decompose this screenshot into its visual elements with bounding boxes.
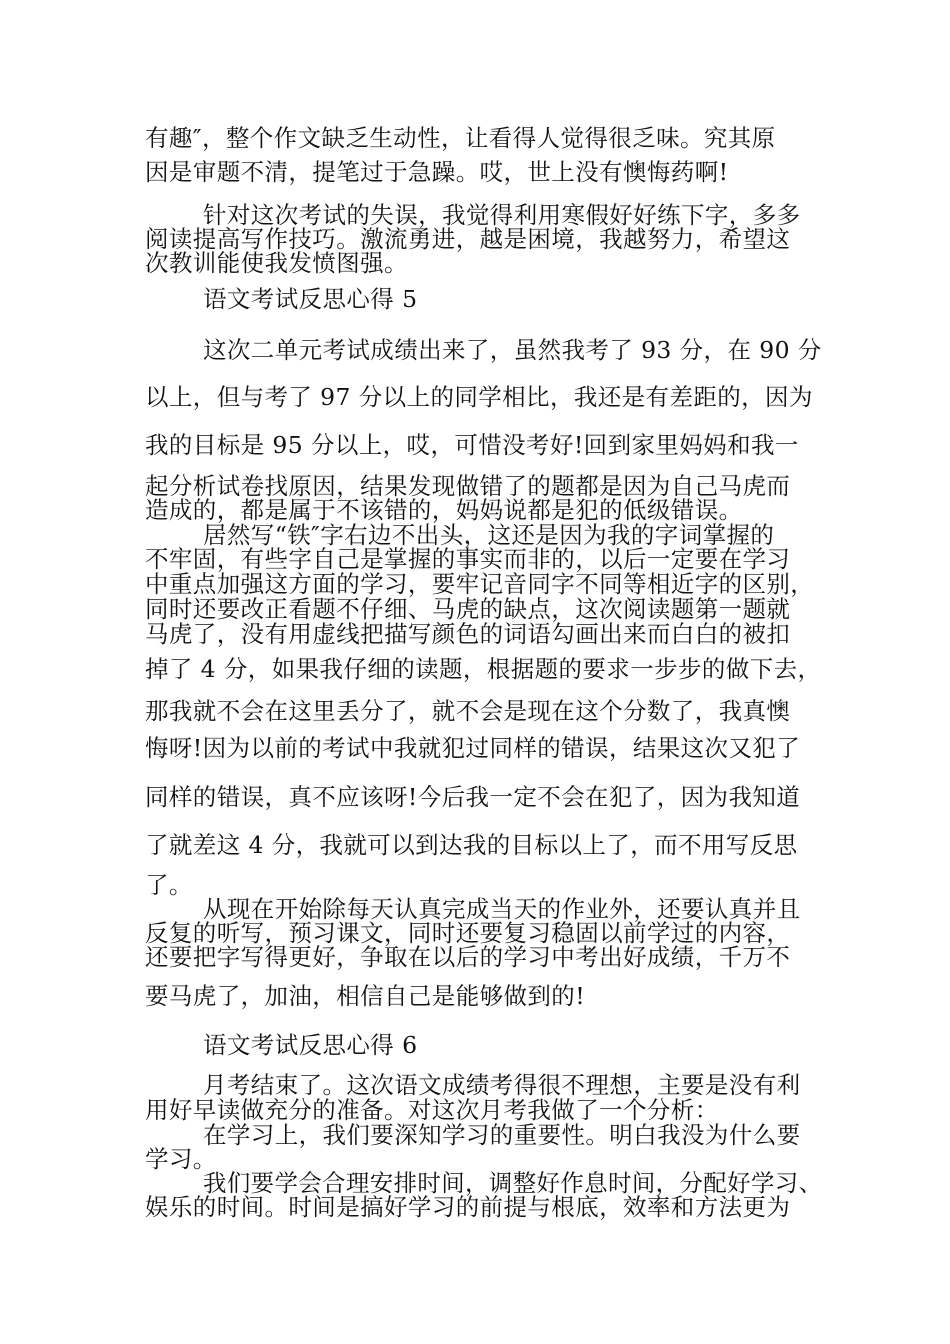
text-line: 学习。 — [145, 1145, 217, 1173]
text-line: 还要把字写得更好，争取在以后的学习中考出好成绩，千万不 — [145, 943, 791, 971]
text-line: 悔呀!因为以前的考试中我就犯过同样的错误，结果这次又犯了 — [145, 734, 801, 762]
text-line: 娱乐的时间。时间是搞好学习的前提与根底，效率和方法更为 — [145, 1193, 791, 1221]
text-line: 造成的，都是属于不该错的，妈妈说都是犯的低级错误。 — [145, 496, 743, 524]
text-line: 从现在开始除每天认真完成当天的作业外，还要认真并且 — [203, 895, 801, 923]
text-line: 同样的错误，真不应该呀!今后我一定不会在犯了，因为我知道 — [145, 783, 801, 811]
text-line: 不牢固，有些字自己是掌握的事实而非的，以后一定要在学习 — [145, 545, 791, 573]
text-line: 掉了 4 分，如果我仔细的读题，根据题的要求一步步的做下去， — [145, 655, 822, 683]
text-line: 我们要学会合理安排时间，调整好作息时间，分配好学习、 — [203, 1169, 823, 1197]
text-line: 次教训能使我发愤图强。 — [145, 249, 408, 277]
text-line: 在学习上，我们要深知学习的重要性。明白我没为什么要 — [203, 1121, 801, 1149]
text-line: 居然写“铁″字右边不出头，这还是因为我的字词掌握的 — [203, 521, 775, 549]
text-line: 同时还要改正看题不仔细、马虎的缺点，这次阅读题第一题就 — [145, 595, 791, 623]
text-line: 因是审题不清，提笔过于急躁。哎，世上没有懊悔药啊! — [145, 158, 729, 186]
text-line: 有趣″，整个作文缺乏生动性，让看得人觉得很乏味。究其原 — [145, 124, 776, 152]
text-line: 中重点加强这方面的学习，要牢记音同字不同等相近字的区别， — [145, 570, 815, 598]
text-line: 起分析试卷找原因，结果发现做错了的题都是因为自己马虎而 — [145, 472, 791, 500]
text-line: 针对这次考试的失误，我觉得利用寒假好好练下字，多多 — [203, 201, 801, 229]
text-line: 了就差这 4 分，我就可以到达我的目标以上了，而不用写反思 — [145, 831, 798, 859]
section-heading: 语文考试反思心得 6 — [203, 1031, 418, 1059]
text-line: 阅读提高写作技巧。激流勇进，越是困境，我越努力，希望这 — [145, 225, 791, 253]
text-line: 马虎了，没有用虚线把描写颜色的词语勾画出来而白白的被扣 — [145, 620, 791, 648]
text-line: 这次二单元考试成绩出来了，虽然我考了 93 分，在 90 分 — [203, 336, 822, 364]
text-line: 了。 — [145, 871, 193, 899]
text-line: 要马虎了，加油，相信自己是能够做到的! — [145, 982, 586, 1010]
text-line: 月考结束了。这次语文成绩考得很不理想，主要是没有利 — [203, 1071, 801, 1099]
text-line: 用好早读做充分的准备。对这次月考我做了一个分析： — [145, 1096, 719, 1124]
text-line: 反复的听写，预习课文，同时还要复习稳固以前学过的内容， — [145, 919, 791, 947]
section-heading: 语文考试反思心得 5 — [203, 285, 418, 313]
text-line: 那我就不会在这里丢分了，就不会是现在这个分数了，我真懊 — [145, 697, 791, 725]
text-line: 以上，但与考了 97 分以上的同学相比，我还是有差距的，因为 — [145, 383, 813, 411]
text-line: 我的目标是 95 分以上，哎，可惜没考好!回到家里妈妈和我一 — [145, 431, 799, 459]
